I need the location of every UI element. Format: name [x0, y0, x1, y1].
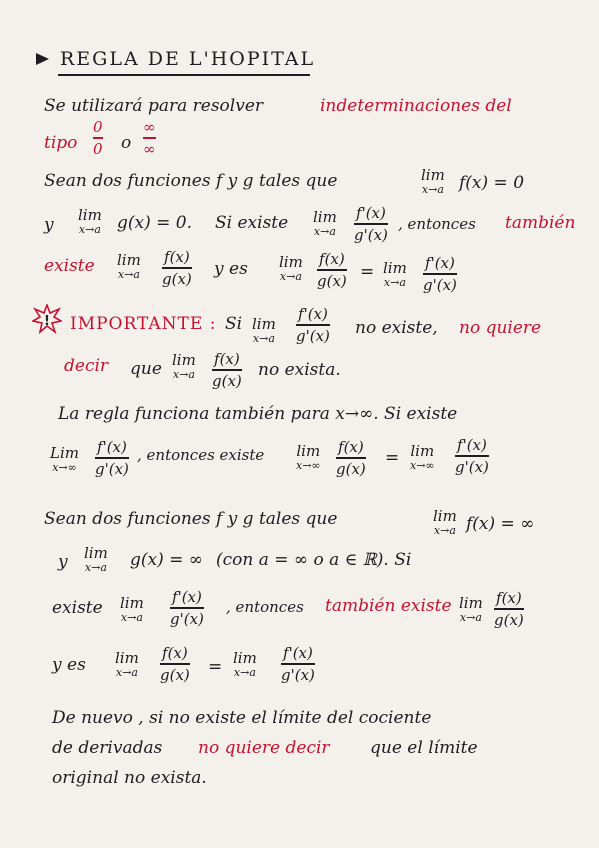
limit-x-to-a: lim x→a: [120, 594, 144, 624]
intro-highlight: indeterminaciones del: [320, 96, 512, 116]
intro-text: Se utilizará para resolver: [44, 96, 264, 116]
g-limit-zero: g(x) = 0.: [117, 213, 193, 233]
entonces-text: , entonces: [226, 598, 304, 616]
existe-text: existe: [52, 598, 103, 618]
fraction-fp-gp: f'(x) g'(x): [281, 644, 315, 684]
entonces-text: , entonces: [398, 215, 476, 233]
limit-x-to-inf: lim x→∞: [296, 442, 321, 472]
fraction-f-g: f(x) g(x): [160, 644, 190, 684]
si-existe-text: Si existe: [215, 213, 289, 233]
intro-or: o: [121, 133, 132, 153]
y-es-text: y es: [214, 259, 248, 279]
f-limit-zero: f(x) = 0: [459, 173, 525, 193]
y-text: y: [44, 215, 54, 235]
con-a-text: (con a = ∞ o a ∈ ℝ). Si: [216, 550, 412, 570]
f-limit-infinity: f(x) = ∞: [466, 514, 535, 534]
title-underline: [58, 74, 310, 76]
fraction-fp-gp: f'(x) g'(x): [170, 588, 204, 628]
closing-line-2-highlight: no quiere decir: [198, 738, 330, 758]
limit-x-to-a: lim x→a: [459, 594, 483, 624]
existe-text: existe: [44, 256, 95, 276]
closing-line-2b: que el límite: [370, 738, 478, 758]
g-limit-infinity: g(x) = ∞: [130, 550, 203, 570]
si-text: Si: [225, 314, 243, 334]
y-text: y: [58, 552, 68, 572]
fraction-f-g: f(x) g(x): [494, 589, 524, 629]
limit-x-to-inf: Lim x→∞: [50, 444, 79, 474]
limit-x-to-a: lim x→a: [84, 544, 108, 574]
fraction-f-g: f(x) g(x): [212, 350, 242, 390]
fraction-f-g: f(x) g(x): [162, 248, 192, 288]
bullet-triangle-icon: [36, 53, 49, 65]
limit-x-to-a: lim x→a: [172, 351, 196, 381]
fraction-fp-gp: f'(x) g'(x): [354, 204, 388, 244]
fraction-fp-gp: f'(x) g'(x): [455, 436, 489, 476]
que-text: que: [130, 359, 162, 379]
page-title: REGLA DE L'HOPITAL: [60, 48, 316, 70]
svg-text:!: !: [44, 314, 50, 329]
limit-x-to-a: lim x→a: [279, 253, 303, 283]
regla-infinito-text: La regla funciona también para x→∞. Si existe: [58, 404, 458, 424]
closing-line-1: De nuevo , si no existe el límite del cociente: [52, 708, 432, 728]
fraction-f-g: f(x) g(x): [317, 250, 347, 290]
entonces-existe-text: , entonces existe: [137, 446, 265, 464]
limit-x-to-a: lim x→a: [115, 649, 139, 679]
intro-tipo: tipo: [44, 133, 78, 153]
fraction-inf-inf: ∞ ∞: [143, 118, 156, 158]
fraction-fp-gp: f'(x) g'(x): [296, 305, 330, 345]
equals-sign: =: [360, 262, 375, 282]
no-quiere-text: no quiere: [459, 318, 542, 338]
fraction-fp-gp: f'(x) g'(x): [95, 438, 129, 478]
sean-infinito-text: Sean dos funciones f y g tales que: [44, 509, 338, 529]
fraction-zero-zero: 0 0: [93, 118, 103, 158]
tambien-existe-text: también existe: [325, 596, 452, 616]
limit-x-to-a: lim x→a: [421, 166, 445, 196]
limit-x-to-a: lim x→a: [252, 315, 276, 345]
limit-x-to-a: lim x→a: [117, 251, 141, 281]
limit-x-to-a: lim x→a: [313, 208, 337, 238]
fraction-fp-gp: f'(x) g'(x): [423, 254, 457, 294]
closing-line-3: original no exista.: [52, 768, 207, 788]
no-exista-text: no exista.: [258, 360, 341, 380]
sean-text: Sean dos funciones f y g tales que: [44, 171, 338, 191]
limit-x-to-a: lim x→a: [433, 507, 457, 537]
y-es-text: y es: [52, 655, 86, 675]
limit-x-to-a: lim x→a: [78, 206, 102, 236]
limit-x-to-inf: lim x→∞: [410, 442, 435, 472]
equals-sign: =: [208, 657, 223, 677]
closing-line-2a: de derivadas: [52, 738, 163, 758]
no-existe-text: no existe,: [355, 318, 438, 338]
decir-text: decir: [64, 356, 109, 376]
equals-sign: =: [385, 448, 400, 468]
limit-x-to-a: lim x→a: [233, 649, 257, 679]
tambien-text: también: [505, 213, 576, 233]
importante-label: IMPORTANTE :: [70, 314, 217, 334]
warning-burst-icon: [32, 304, 62, 334]
limit-x-to-a: lim x→a: [383, 259, 407, 289]
fraction-f-g: f(x) g(x): [336, 438, 366, 478]
